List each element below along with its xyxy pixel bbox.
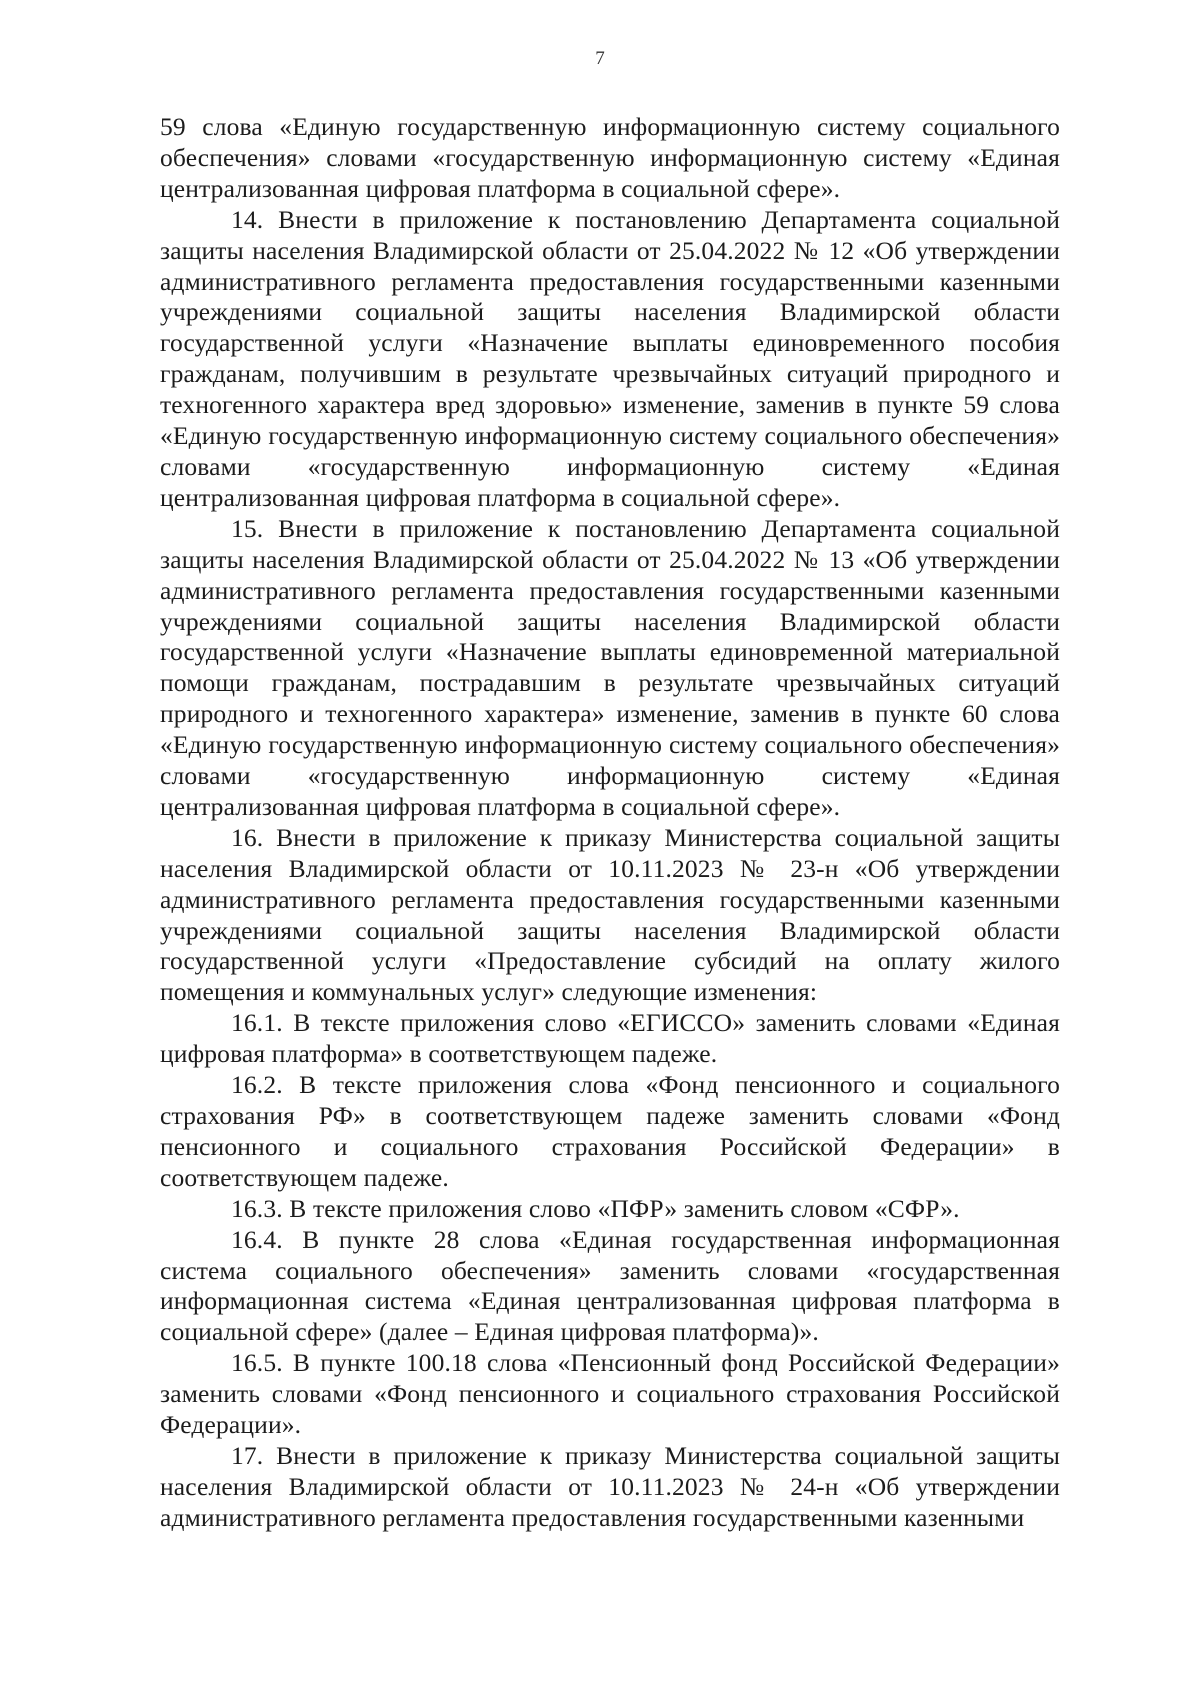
paragraph-item-17: 17. Внести в приложение к приказу Министерства социальной защиты населения Владимирской области от 10.11.2023 № 24-н «Об утверждении административного регламента предоставления государственными казенными xyxy=(160,1440,1060,1532)
paragraph-item-16: 16. Внести в приложение к приказу Министерства социальной защиты населения Владимирской области от 10.11.2023 № 23-н «Об утверждении административного регламента предоставления государственными казенными учреждениями социальной защиты населения Владимирской области государственной услуги «Предоставление субсидий на оплату жилого помещения и коммунальных услуг» следующие изменения: xyxy=(160,822,1060,1007)
paragraph-item-14: 14. Внести в приложение к постановлению Департамента социальной защиты населения Владимирской области от 25.04.2022 № 12 «Об утверждении административного регламента предоставления государственными казенными учреждениями социальной защиты населения Владимирской области государственной услуги «Назначение выплаты единовременного пособия гражданам, получившим в результате чрезвычайных ситуаций природного и техногенного характера вред здоровью» изменение, заменив в пункте 59 слова «Единую государственную информационную систему социального обеспечения» словами «государственную информационную систему «Единая централизованная цифровая платформа в социальной сфере». xyxy=(160,204,1060,512)
paragraph-item-16-1: 16.1. В тексте приложения слово «ЕГИССО» заменить словами «Единая цифровая платформа» в соответствующем падеже. xyxy=(160,1008,1060,1069)
paragraph-item-16-2: 16.2. В тексте приложения слова «Фонд пенсионного и социального страхования РФ» в соответствующем падеже заменить словами «Фонд пенсионного и социального страхования Российской Федерации» в соответствующем падеже. xyxy=(160,1070,1060,1192)
paragraph-item-16-3: 16.3. В тексте приложения слово «ПФР» заменить словом «СФР». xyxy=(231,1193,960,1223)
page-number: 7 xyxy=(595,48,605,69)
paragraph-item-15: 15. Внести в приложение к постановлению Департамента социальной защиты населения Владимирской области от 25.04.2022 № 13 «Об утверждении административного регламента предоставления государственными казенными учреждениями социальной защиты населения Владимирской области государственной услуги «Назначение выплаты единовременной материальной помощи гражданам, пострадавшим в результате чрезвычайных ситуаций природного и техногенного характера» изменение, заменив в пункте 60 слова «Единую государственную информационную систему социального обеспечения» словами «государственную информационную систему «Единая централизованная цифровая платформа в социальной сфере». xyxy=(160,513,1060,821)
paragraph-item-16-4: 16.4. В пункте 28 слова «Единая государственная информационная система социального обеспечения» заменить словами «государственная информационная система «Единая централизованная цифровая платформа в социальной сфере» (далее – Единая цифровая платформа)». xyxy=(160,1224,1060,1347)
paragraph-continuation: 59 слова «Единую государственную информационную систему социального обеспечения» словами «государственную информационную систему «Единая централизованная цифровая платформа в социальной сфере». xyxy=(160,112,1060,203)
paragraph-item-16-5: 16.5. В пункте 100.18 слова «Пенсионный фонд Российской Федерации» заменить словами «Фонд пенсионного и социального страхования Российской Федерации». xyxy=(160,1348,1060,1440)
document-body xyxy=(160,112,1060,1534)
